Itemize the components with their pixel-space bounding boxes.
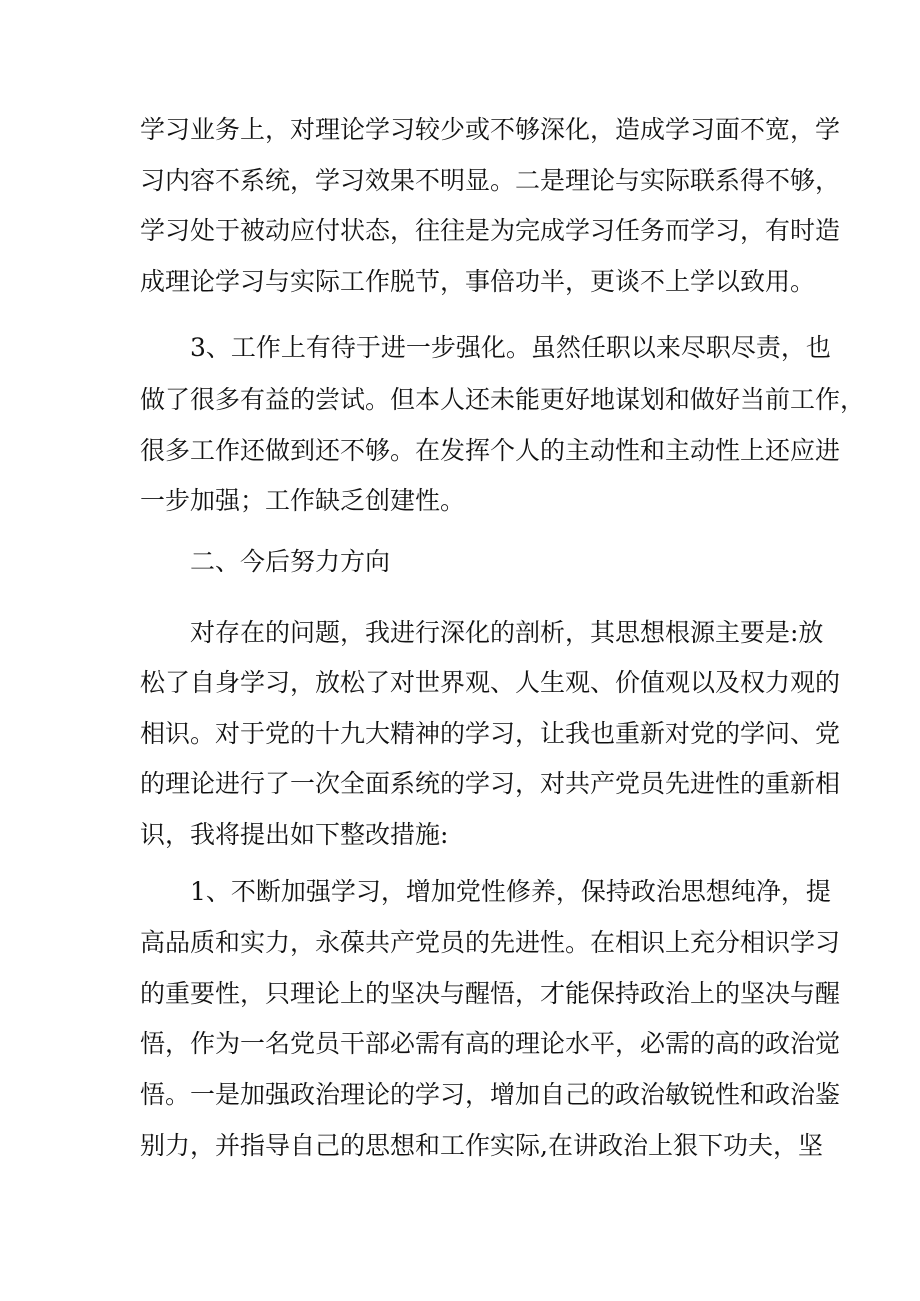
- text-line-16: 高品质和实力，永葆共产党员的先进性。在相识上充分相识学习: [140, 928, 841, 957]
- text-line-19: 悟。一是加强政治理论的学习，增加自己的政治敏锐性和政治鉴: [140, 1080, 841, 1109]
- text-line-11: 松了自身学习，放松了对世界观、人生观、价值观以及权力观的: [140, 668, 841, 697]
- text-line-20: 别力，并指导自己的思想和工作实际,在讲政治上狠下功夫，坚: [140, 1131, 823, 1160]
- text-line-7: 很多工作还做到还不够。在发挥个人的主动性和主动性上还应进: [140, 436, 841, 465]
- text-line-15: 1、不断加强学习，增加党性修养，保持政治思想纯净，提: [190, 877, 831, 906]
- text-line-6: 做了很多有益的尝试。但本人还未能更好地谋划和做好当前工作，: [140, 385, 866, 414]
- text-line-14: 识，我将提出如下整改措施:: [140, 820, 449, 849]
- text-line-3: 学习处于被动应付状态，往往是为完成学习任务而学习，有时造: [140, 216, 841, 245]
- text-line-13: 的理论进行了一次全面系统的学习，对共产党员先进性的重新相: [140, 769, 841, 798]
- text-line-8: 一步加强；工作缺乏创建性。: [140, 486, 466, 515]
- text-line-2: 习内容不系统，学习效果不明显。二是理论与实际联系得不够，: [140, 166, 841, 195]
- text-line-18: 悟，作为一名党员干部必需有高的理论水平，必需的高的政治觉: [140, 1029, 841, 1058]
- text-line-4: 成理论学习与实际工作脱节，事倍功半，更谈不上学以致用。: [140, 267, 816, 296]
- text-line-10: 对存在的问题，我进行深化的剖析，其思想根源主要是:放: [190, 618, 824, 647]
- section-heading: 二、今后努力方向: [190, 547, 391, 576]
- text-line-12: 相识。对于党的十九大精神的学习，让我也重新对党的学问、党: [140, 719, 841, 748]
- text-line-17: 的重要性，只理论上的坚决与醒悟，才能保持政治上的坚决与醒: [140, 979, 841, 1008]
- text-line-5: 3、工作上有待于进一步强化。虽然任职以来尽职尽责，也: [190, 333, 831, 362]
- text-line-1: 学习业务上，对理论学习较少或不够深化，造成学习面不宽，学: [140, 115, 841, 144]
